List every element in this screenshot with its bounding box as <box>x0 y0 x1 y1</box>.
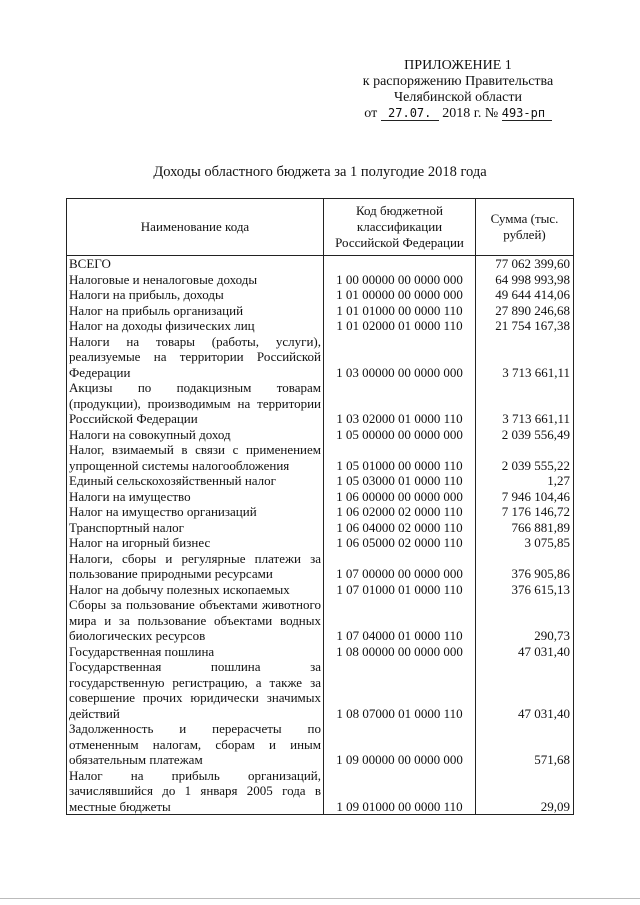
row-code-cell: 1 05 03000 01 0000 110 <box>324 473 476 489</box>
table-row <box>67 272 574 288</box>
row-sum-cell: 571,68 <box>476 721 574 768</box>
row-name-cell: Государственная пошлина за государственную регистрацию, а также за совершение прочих юридически значимых действий <box>67 659 324 721</box>
row-code-cell: 1 00 00000 00 0000 000 <box>324 272 476 288</box>
decree-year: 2018 г. № <box>442 106 499 121</box>
row-code-cell: 1 09 00000 00 0000 000 <box>324 721 476 768</box>
row-code-cell: 1 07 01000 01 0000 110 <box>324 582 476 598</box>
row-sum-cell: 2 039 556,49 <box>476 427 574 443</box>
row-sum-cell: 7 946 104,46 <box>476 489 574 505</box>
row-name-cell: Налоги на товары (работы, услуги), реализуемые на территории Российской Федерации <box>67 334 324 381</box>
row-code-cell: 1 08 00000 00 0000 000 <box>324 644 476 660</box>
row-code-cell: 1 05 01000 00 0000 110 <box>324 442 476 473</box>
decree-reference <box>348 106 568 122</box>
appendix-title: ПРИЛОЖЕНИЕ 1 <box>404 58 512 73</box>
row-name-cell: Налог на добычу полезных ископаемых <box>67 582 324 598</box>
row-sum-cell: 29,09 <box>476 768 574 815</box>
table-row <box>67 721 574 768</box>
appendix-line-2: Челябинской области <box>394 90 522 105</box>
row-sum-cell: 2 039 555,22 <box>476 442 574 473</box>
row-sum-cell: 21 754 167,38 <box>476 318 574 334</box>
row-sum-cell: 3 713 661,11 <box>476 380 574 427</box>
row-code-cell: 1 09 01000 00 0000 110 <box>324 768 476 815</box>
row-sum-cell: 376 615,13 <box>476 582 574 598</box>
row-sum-cell: 49 644 414,06 <box>476 287 574 303</box>
row-name-cell: Налог на прибыль организаций, зачислявшийся до 1 января 2005 года в местные бюджеты <box>67 768 324 815</box>
row-sum-cell: 290,73 <box>476 597 574 644</box>
table-row <box>67 597 574 644</box>
row-name-cell: Задолженность и перерасчеты по отмененным налогам, сборам и иным обязательным платежам <box>67 721 324 768</box>
row-code-cell: 1 03 02000 01 0000 110 <box>324 380 476 427</box>
table-row <box>67 535 574 551</box>
row-name-cell: ВСЕГО <box>67 256 324 272</box>
table-row <box>67 334 574 381</box>
row-name-cell: Налог на имущество организаций <box>67 504 324 520</box>
table-row <box>67 303 574 319</box>
table-row <box>67 287 574 303</box>
row-sum-cell: 766 881,89 <box>476 520 574 536</box>
row-sum-cell: 1,27 <box>476 473 574 489</box>
row-name-cell: Акцизы по подакцизным товарам (продукции), производимым на территории Российской Федерации <box>67 380 324 427</box>
row-code-cell: 1 06 02000 02 0000 110 <box>324 504 476 520</box>
row-code-cell: 1 06 04000 02 0000 110 <box>324 520 476 536</box>
appendix-header <box>348 58 568 122</box>
column-header-name: Наименование кода <box>67 199 324 256</box>
page-edge-line <box>0 898 640 899</box>
row-code-cell: 1 05 00000 00 0000 000 <box>324 427 476 443</box>
table-row <box>67 256 574 272</box>
row-sum-cell: 77 062 399,60 <box>476 256 574 272</box>
row-name-cell: Транспортный налог <box>67 520 324 536</box>
table-header-row <box>67 199 574 256</box>
table-row <box>67 473 574 489</box>
row-sum-cell: 64 998 993,98 <box>476 272 574 288</box>
table-row <box>67 520 574 536</box>
row-code-cell <box>324 256 476 272</box>
row-name-cell: Налог на доходы физических лиц <box>67 318 324 334</box>
table-row <box>67 768 574 815</box>
table-row <box>67 504 574 520</box>
row-name-cell: Налог на прибыль организаций <box>67 303 324 319</box>
row-name-cell: Налоги, сборы и регулярные платежи за пользование природными ресурсами <box>67 551 324 582</box>
row-name-cell: Налоги на совокупный доход <box>67 427 324 443</box>
row-name-cell: Налог на игорный бизнес <box>67 535 324 551</box>
table-row <box>67 489 574 505</box>
table-row <box>67 380 574 427</box>
row-code-cell: 1 03 00000 00 0000 000 <box>324 334 476 381</box>
column-header-sum: Сумма (тыс. рублей) <box>476 199 574 256</box>
table-row <box>67 659 574 721</box>
column-header-code: Код бюджетной классификации Российской Федерации <box>324 199 476 256</box>
revenue-table <box>66 198 574 815</box>
row-code-cell: 1 01 00000 00 0000 000 <box>324 287 476 303</box>
document-title: Доходы областного бюджета за 1 полугодие 2018 года <box>153 164 487 180</box>
row-code-cell: 1 07 04000 01 0000 110 <box>324 597 476 644</box>
table-row <box>67 582 574 598</box>
decree-number: 493-рп <box>502 106 552 121</box>
row-code-cell: 1 06 05000 02 0000 110 <box>324 535 476 551</box>
row-code-cell: 1 01 01000 00 0000 110 <box>324 303 476 319</box>
row-sum-cell: 47 031,40 <box>476 659 574 721</box>
row-code-cell: 1 07 00000 00 0000 000 <box>324 551 476 582</box>
row-code-cell: 1 01 02000 01 0000 110 <box>324 318 476 334</box>
row-code-cell: 1 06 00000 00 0000 000 <box>324 489 476 505</box>
row-name-cell: Государственная пошлина <box>67 644 324 660</box>
table-row <box>67 442 574 473</box>
appendix-line-1: к распоряжению Правительства <box>362 74 554 89</box>
table-row <box>67 551 574 582</box>
from-label: от <box>364 106 378 121</box>
row-name-cell: Налог, взимаемый в связи с применением упрощенной системы налогообложения <box>67 442 324 473</box>
row-sum-cell: 3 075,85 <box>476 535 574 551</box>
row-name-cell: Налоги на прибыль, доходы <box>67 287 324 303</box>
row-code-cell: 1 08 07000 01 0000 110 <box>324 659 476 721</box>
row-name-cell: Сборы за пользование объектами животного мира и за пользование объектами водных биологических ресурсов <box>67 597 324 644</box>
row-sum-cell: 376 905,86 <box>476 551 574 582</box>
row-name-cell: Налоговые и неналоговые доходы <box>67 272 324 288</box>
row-name-cell: Единый сельскохозяйственный налог <box>67 473 324 489</box>
table-row <box>67 427 574 443</box>
row-sum-cell: 7 176 146,72 <box>476 504 574 520</box>
table-row <box>67 644 574 660</box>
row-name-cell: Налоги на имущество <box>67 489 324 505</box>
row-sum-cell: 27 890 246,68 <box>476 303 574 319</box>
row-sum-cell: 47 031,40 <box>476 644 574 660</box>
row-sum-cell: 3 713 661,11 <box>476 334 574 381</box>
table-row <box>67 318 574 334</box>
decree-date: 27.07. <box>381 106 439 121</box>
